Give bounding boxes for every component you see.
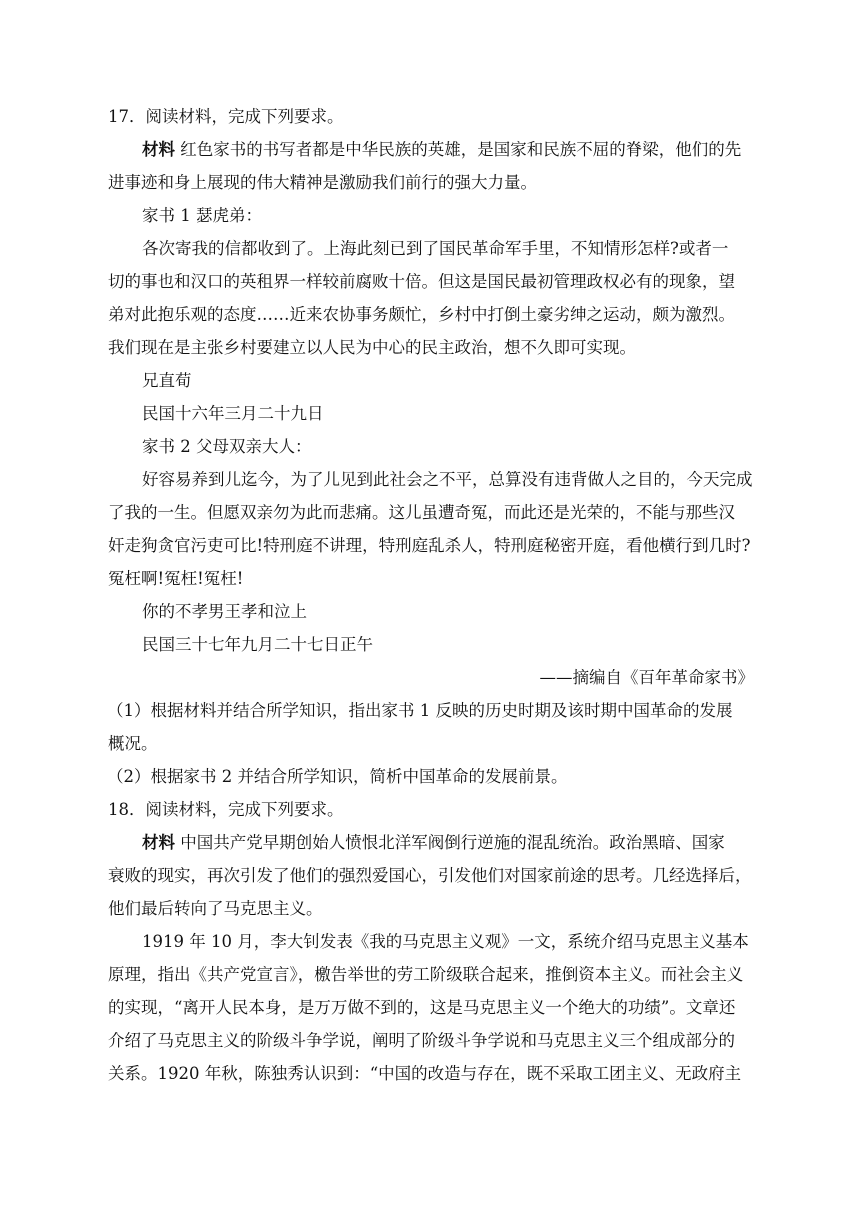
- q18-material-line-3: 他们最后转向了马克思主义。: [108, 899, 323, 918]
- material-label: 材料: [142, 140, 175, 159]
- material-label: 材料: [142, 833, 175, 852]
- letter1-line-4: 我们现在是主张乡村要建立以人民为中心的民主政治，想不久即可实现。: [108, 338, 636, 357]
- letter2-signature: 你的不孝男王孝和泣上: [142, 602, 307, 621]
- q18-para-line-1: 1919 年 10 月，李大钊发表《我的马克思主义观》一文，系统介绍马克思主义基本: [142, 932, 749, 951]
- letter2-line-3: 奸走狗贪官污吏可比!特刑庭不讲理，特刑庭乱杀人，特刑庭秘密开庭，看他横行到几时?: [108, 536, 751, 555]
- material-text: 中国共产党早期创始人愤恨北洋军阀倒行逆施的混乱统治。政治黑暗、国家: [175, 833, 725, 852]
- letter1-line-1: 各次寄我的信都收到了。上海此刻已到了国民革命军手里，不知情形怎样?或者一: [142, 239, 729, 258]
- q18-heading: 18．阅读材料，完成下列要求。: [108, 800, 344, 819]
- letter2-title: 家书 2 父母双亲大人：: [142, 437, 312, 456]
- letter1-line-2: 切的事也和汉口的英租界一样较前腐败十倍。但这是国民最初管理政权必有的现象，望: [108, 272, 735, 291]
- q17-sub1-line-2: 概况。: [108, 734, 158, 753]
- q18-para-line-4: 介绍了马克思主义的阶级斗争学说，阐明了阶级斗争学说和马克思主义三个组成部分的: [108, 1031, 735, 1050]
- q18-para-line-3: 的实现，“离开人民本身，是万万做不到的，这是马克思主义一个绝大的功绩”。文章还: [108, 998, 736, 1017]
- q17-heading: 17．阅读材料，完成下列要求。: [108, 107, 344, 126]
- q17-sub1-line-1: （1）根据材料并结合所学知识，指出家书 1 反映的历史时期及该时期中国革命的发展: [107, 701, 733, 720]
- q18-material-line-1: [142, 832, 725, 854]
- material-text: 红色家书的书写者都是中华民族的英雄，是国家和民族不屈的脊梁，他们的先: [175, 140, 742, 159]
- q17-material-line-1: [142, 139, 741, 161]
- letter2-date: 民国三十七年九月二十七日正午: [142, 635, 373, 654]
- letter2-line-1: 好容易养到儿迄今，为了儿见到此社会之不平，总算没有违背做人之目的，今天完成: [142, 470, 753, 489]
- q18-para-line-5: 关系。1920 年秋，陈独秀认识到：“中国的改造与存在，既不采取工团主义、无政府主: [108, 1064, 742, 1083]
- letter1-date: 民国十六年三月二十九日: [142, 404, 324, 423]
- letter2-line-2: 了我的一生。但愿双亲勿为此而悲痛。这儿虽遭奇冤，而此还是光荣的，不能与那些汉: [108, 503, 735, 522]
- letter1-signature: 兄直荀: [142, 371, 192, 390]
- letter1-line-3: 弟对此抱乐观的态度……近来农协事务颇忙，乡村中打倒土豪劣绅之运动，颇为激烈。: [108, 305, 735, 324]
- letter2-line-4: 冤枉啊!冤枉!冤枉!: [108, 569, 244, 588]
- q18-material-line-2: 衰败的现实，再次引发了他们的强烈爱国心，引发他们对国家前途的思考。几经选择后，: [108, 866, 752, 885]
- q18-para-line-2: 原理，指出《共产党宣言》，檄告举世的劳工阶级联合起来，推倒资本主义。而社会主义: [108, 965, 744, 984]
- q17-sub2: （2）根据家书 2 并结合所学知识，简析中国革命的发展前景。: [107, 767, 568, 786]
- q17-material-line-2: 进事迹和身上展现的伟大精神是激励我们前行的强大力量。: [108, 173, 537, 192]
- source-citation: ——摘编自《百年革命家书》: [539, 668, 754, 687]
- letter1-title: 家书 1 瑟虎弟：: [142, 206, 262, 225]
